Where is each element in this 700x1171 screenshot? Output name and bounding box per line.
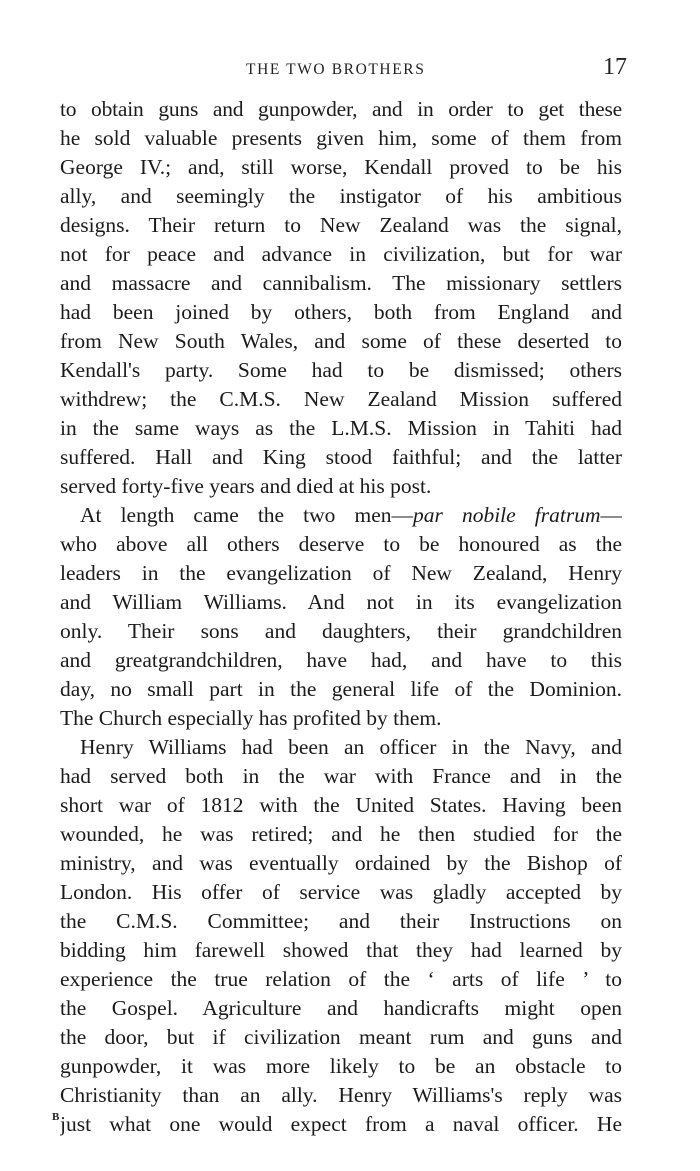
text-line: Henry Williams had been an officer in the Navy, and [80, 735, 622, 759]
text-line: London. His offer of service was gladly accepted by [60, 880, 622, 904]
text-line: suffered. Hall and King stood faithful; and the latter [60, 445, 622, 469]
text-line: who above all others deserve to be honoured as the [60, 532, 622, 556]
text-line: had been joined by others, both from England and [60, 300, 622, 324]
text-line-with-italic [60, 501, 622, 530]
text-line: wounded, he was retired; and he then studied for the [60, 822, 622, 846]
text-line: withdrew; the C.M.S. New Zealand Mission suffered [60, 387, 622, 411]
text-line: served forty-five years and died at his post. [60, 474, 432, 498]
text-line: the C.M.S. Committee; and their Instructions on [60, 909, 622, 933]
text-line: the door, but if civilization meant rum and guns and [60, 1025, 622, 1049]
running-title: THE TWO BROTHERS [246, 61, 426, 78]
italic-latin-phrase: par nobile fratrum [413, 503, 601, 527]
signature-mark: B [52, 1111, 60, 1123]
text-line: and massacre and cannibalism. The missionary settlers [60, 271, 622, 295]
text-line: and William Williams. And not in its evangelization [60, 590, 622, 614]
body-text [60, 95, 622, 1139]
text-line: from New South Wales, and some of these deserted to [60, 329, 622, 353]
text-line: The Church especially has profited by them. [60, 706, 442, 730]
text-line: George IV.; and, still worse, Kendall proved to be his [60, 155, 622, 179]
text-line: day, no small part in the general life of the Dominion. [60, 677, 622, 701]
text-line: and greatgrandchildren, have had, and have to this [60, 648, 622, 672]
text-line: leaders in the evangelization of New Zealand, Henry [60, 561, 622, 585]
text-line: he sold valuable presents given him, some of them from [60, 126, 622, 150]
text-line-end: — [600, 503, 622, 527]
running-head [0, 54, 700, 88]
text-line: bidding him farewell showed that they had learned by [60, 938, 622, 962]
text-line: just what one would expect from a naval officer. He [60, 1112, 622, 1136]
text-line: gunpowder, it was more likely to be an obstacle to [60, 1054, 622, 1078]
text-line: ally, and seemingly the instigator of his ambitious [60, 184, 622, 208]
text-line: to obtain guns and gunpowder, and in order to get these [60, 97, 622, 121]
text-line: not for peace and advance in civilization, but for war [60, 242, 622, 266]
text-line: designs. Their return to New Zealand was the signal, [60, 213, 622, 237]
text-line: the Gospel. Agriculture and handicrafts might open [60, 996, 622, 1020]
text-line: only. Their sons and daughters, their grandchildren [60, 619, 622, 643]
text-line: in the same ways as the L.M.S. Mission in Tahiti had [60, 416, 622, 440]
page-number: 17 [603, 54, 627, 80]
text-line: short war of 1812 with the United States. Having been [60, 793, 622, 817]
text-line-start: At length came the two men— [80, 503, 414, 527]
text-line: Christianity than an ally. Henry Williams's reply was [60, 1083, 622, 1107]
text-line: experience the true relation of the ‘ arts of life ’ to [60, 967, 622, 991]
text-line: Kendall's party. Some had to be dismissed; others [60, 358, 622, 382]
text-line: had served both in the war with France and in the [60, 764, 622, 788]
text-line: ministry, and was eventually ordained by the Bishop of [60, 851, 622, 875]
